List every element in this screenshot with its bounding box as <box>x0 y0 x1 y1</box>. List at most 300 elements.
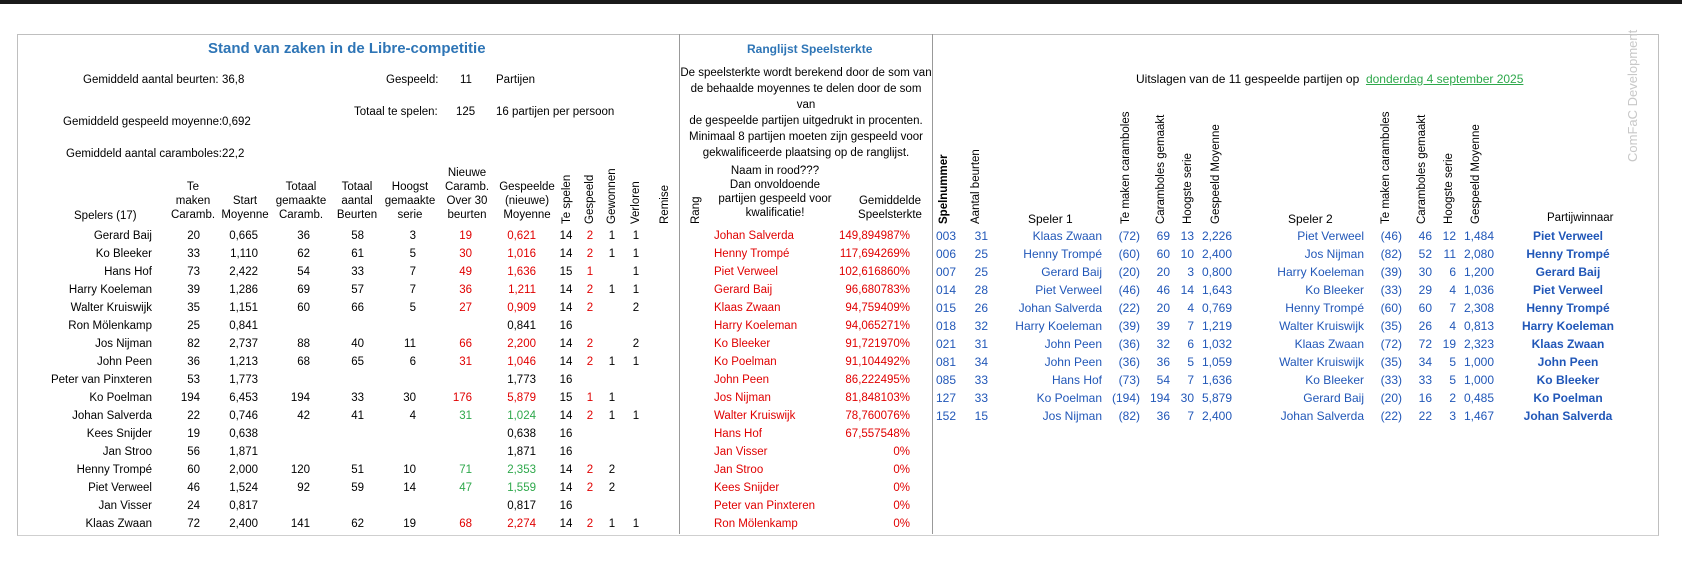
player1-series: 4 <box>1187 301 1194 315</box>
player2-moyenne: 0,813 <box>1464 319 1495 333</box>
new-caramb-value: 68 <box>459 518 472 530</box>
player1-made: 54 <box>1156 373 1170 387</box>
ranking-row <box>680 317 932 335</box>
window-top-bar <box>0 0 1682 4</box>
player2-series: 4 <box>1449 283 1456 297</box>
player1-made: 36 <box>1156 409 1170 423</box>
ranking-strength: 91,721970% <box>845 338 910 350</box>
header-rank: Rang <box>690 196 702 224</box>
player2-made: 30 <box>1418 265 1432 279</box>
header-p1-made: Caramboles gemaakt <box>1155 114 1167 224</box>
player1-series: 7 <box>1187 409 1194 423</box>
game-turns: 25 <box>974 247 988 261</box>
ranking-strength: 0% <box>893 482 910 494</box>
player2-made: 46 <box>1418 229 1432 243</box>
standings-row <box>0 263 680 281</box>
player-name: Harry Koeleman <box>68 284 152 296</box>
player-name: Walter Kruiswijk <box>70 302 152 314</box>
game-winner: John Peen <box>1537 355 1599 369</box>
lost-value: 1 <box>632 356 640 368</box>
to-play-value: 16 <box>559 374 573 386</box>
game-turns: 25 <box>974 265 988 279</box>
ranking-name: Jan Visser <box>714 446 768 458</box>
player1-moyenne: 1,032 <box>1202 337 1233 351</box>
player-name: Gerard Baij <box>93 230 152 242</box>
player1-series: 30 <box>1180 391 1194 405</box>
to-play-value: 14 <box>559 518 573 530</box>
ranking-name: Henny Trompé <box>714 248 790 260</box>
to-play-value: 14 <box>559 482 573 494</box>
game-winner: Ko Bleeker <box>1536 373 1600 387</box>
to-play-value: 16 <box>559 320 573 332</box>
player2-series: 6 <box>1449 265 1456 279</box>
game-number: 014 <box>936 283 957 297</box>
result-row <box>932 335 1632 353</box>
header-draw: Remise <box>659 185 671 224</box>
player2-series: 12 <box>1442 229 1456 243</box>
total-made-value: 194 <box>290 392 310 404</box>
ranking-row <box>680 299 932 317</box>
played-value: 2 <box>586 410 594 422</box>
header-players: Spelers (17) <box>74 210 137 222</box>
player-name: Piet Verweel <box>88 482 152 494</box>
played-moyenne-value: 1,636 <box>507 266 536 278</box>
header-game-no: Spelnummer <box>938 154 950 224</box>
ranking-name: Hans Hof <box>714 428 762 440</box>
ranking-strength: 81,848103% <box>845 392 910 404</box>
total-turns-value: 41 <box>351 410 364 422</box>
ranking-strength: 149,894987% <box>839 230 910 242</box>
played-moyenne-value: 1,046 <box>507 356 536 368</box>
ranking-name: Piet Verweel <box>714 266 778 278</box>
header-player2: Speler 2 <box>1288 212 1333 226</box>
player2-to-make: (33) <box>1380 373 1402 387</box>
player-name: Jan Visser <box>98 500 152 512</box>
game-turns: 15 <box>974 409 988 423</box>
result-row <box>932 407 1632 425</box>
played-value: 2 <box>586 464 594 476</box>
standings-row <box>0 425 680 443</box>
standings-row <box>0 407 680 425</box>
start-moyenne-value: 1,151 <box>229 302 258 314</box>
total-made-value: 141 <box>290 518 310 530</box>
player2-series: 2 <box>1449 391 1456 405</box>
won-value: 1 <box>608 518 616 530</box>
player1-to-make: (60) <box>1118 247 1140 261</box>
player2-to-make: (22) <box>1380 409 1402 423</box>
ranking-name: Ko Poelman <box>714 356 777 368</box>
played-moyenne-value: 2,353 <box>507 464 536 476</box>
player2-series: 7 <box>1449 301 1456 315</box>
standings-row <box>0 389 680 407</box>
total-label: Totaal te spelen: <box>354 106 438 118</box>
player2-name: Gerard Baij <box>1303 391 1364 405</box>
start-moyenne-value: 1,773 <box>229 374 258 386</box>
player-name: John Peen <box>97 356 152 368</box>
game-number: 152 <box>936 409 957 423</box>
player1-to-make: (20) <box>1118 265 1140 279</box>
won-value: 1 <box>608 230 616 242</box>
played-moyenne-value: 1,773 <box>507 374 536 386</box>
ranking-strength: 94,759409% <box>845 302 910 314</box>
won-value: 2 <box>608 464 616 476</box>
header-p2-to-make: Te maken caramboles <box>1380 111 1392 224</box>
played-moyenne-value: 5,879 <box>507 392 536 404</box>
player2-made: 33 <box>1418 373 1432 387</box>
to-play-value: 14 <box>559 248 573 260</box>
ranking-strength: 91,104492% <box>845 356 910 368</box>
ranking-name: Harry Koeleman <box>714 320 798 332</box>
standings-row <box>0 335 680 353</box>
player-name: Jan Stroo <box>102 446 152 458</box>
to-play-value: 15 <box>559 266 573 278</box>
new-caramb-value: 19 <box>459 230 472 242</box>
player1-name: Harry Koeleman <box>1015 319 1102 333</box>
won-value: 1 <box>608 248 616 260</box>
game-winner: Henny Trompé <box>1526 301 1610 315</box>
result-row <box>932 299 1632 317</box>
game-number: 003 <box>936 229 957 243</box>
ranking-name: Jos Nijman <box>714 392 771 404</box>
header-turns: Aantal beurten <box>970 149 982 224</box>
game-winner: Klaas Zwaan <box>1531 337 1605 351</box>
to-play-value: 16 <box>559 446 573 458</box>
player2-to-make: (35) <box>1380 319 1402 333</box>
player1-name: Henny Trompé <box>1023 247 1102 261</box>
game-turns: 33 <box>974 391 988 405</box>
start-moyenne-value: 1,286 <box>229 284 258 296</box>
player2-made: 52 <box>1418 247 1432 261</box>
ranking-description: De speelsterkte wordt berekend door de som van de behaalde moyennes te delen door de som van de gespeelde partijen uitgedrukt in procenten. Minimaal 8 partijen moeten zijn gespeeld voor gekwalificeerde plaatsing op de ranglijst. <box>680 67 932 159</box>
ranking-strength: 102,616860% <box>839 266 910 278</box>
header-start-moyenne: Start Moyenne <box>221 195 269 221</box>
highest-series-value: 5 <box>409 248 416 260</box>
player2-to-make: (20) <box>1380 391 1402 405</box>
player1-moyenne: 2,226 <box>1202 229 1233 243</box>
played-value: 2 <box>586 302 594 314</box>
ranking-row <box>680 425 932 443</box>
standings-row <box>0 281 680 299</box>
player2-moyenne: 1,000 <box>1464 355 1495 369</box>
ranking-strength: 78,760076% <box>845 410 910 422</box>
standings-row <box>0 371 680 389</box>
won-value: 1 <box>608 284 616 296</box>
highest-series-value: 19 <box>403 518 416 530</box>
game-turns: 31 <box>974 337 988 351</box>
ranking-name: Jan Stroo <box>714 464 764 476</box>
player2-series: 3 <box>1449 409 1456 423</box>
played-moyenne-value: 0,841 <box>507 320 536 332</box>
ranking-row <box>680 371 932 389</box>
player-name: Hans Hof <box>104 266 152 278</box>
standings-row <box>0 317 680 335</box>
to-make-value: 60 <box>187 464 200 476</box>
header-total-made: Totaal gemaakte Caramb. <box>275 181 327 221</box>
player2-moyenne: 2,080 <box>1464 247 1495 261</box>
avg-caramboles-label: Gemiddeld aantal caramboles: <box>66 148 222 160</box>
to-play-value: 14 <box>559 302 573 314</box>
new-caramb-value: 49 <box>459 266 472 278</box>
start-moyenne-value: 0,746 <box>229 410 258 422</box>
played-value: 2 <box>586 356 594 368</box>
player2-to-make: (72) <box>1380 337 1402 351</box>
ranking-row <box>680 263 932 281</box>
to-play-value: 14 <box>559 338 573 350</box>
lost-value: 1 <box>632 518 640 530</box>
player-name: Ron Mölenkamp <box>68 320 152 332</box>
player2-name: Piet Verweel <box>1297 229 1364 243</box>
header-p1-series: Hoogste serie <box>1182 153 1194 224</box>
total-made-value: 68 <box>297 356 310 368</box>
to-make-value: 25 <box>187 320 200 332</box>
player1-moyenne: 2,400 <box>1202 247 1233 261</box>
game-winner: Ko Poelman <box>1533 391 1603 405</box>
results-heading: Uitslagen van de 11 gespeelde partijen op donderdag 4 september 2025 <box>1136 72 1524 86</box>
player2-series: 11 <box>1443 247 1456 261</box>
ranking-row <box>680 479 932 497</box>
played-value: 2 <box>586 284 594 296</box>
ranking-row <box>680 443 932 461</box>
game-number: 007 <box>936 265 957 279</box>
to-play-value: 14 <box>559 284 573 296</box>
header-ranking-name: Naam in rood??? Dan onvoldoende partijen gespeeld voor kwalificatie! <box>718 165 832 219</box>
to-play-value: 14 <box>559 464 573 476</box>
header-to-make: Te maken Caramb. <box>170 181 216 221</box>
ranking-row <box>680 245 932 263</box>
to-make-value: 56 <box>187 446 200 458</box>
header-p2-series: Hoogste serie <box>1443 153 1455 224</box>
game-winner: Harry Koeleman <box>1521 319 1615 333</box>
player2-series: 5 <box>1449 355 1456 369</box>
header-p1-to-make: Te maken caramboles <box>1120 111 1132 224</box>
player2-moyenne: 1,000 <box>1464 373 1495 387</box>
player2-made: 72 <box>1418 337 1432 351</box>
player2-name: Klaas Zwaan <box>1294 337 1364 351</box>
new-caramb-value: 31 <box>459 356 472 368</box>
highest-series-value: 30 <box>403 392 416 404</box>
played-moyenne-value: 1,211 <box>508 284 536 296</box>
player2-name: Ko Bleeker <box>1305 283 1364 297</box>
game-number: 021 <box>936 337 957 351</box>
lost-value: 1 <box>632 284 640 296</box>
player1-made: 32 <box>1156 337 1170 351</box>
game-turns: 28 <box>974 283 988 297</box>
total-made-value: 88 <box>297 338 310 350</box>
ranking-name: Ron Mölenkamp <box>714 518 798 530</box>
played-moyenne-value: 1,559 <box>507 482 536 494</box>
total-unit: 16 partijen per persoon <box>496 106 615 118</box>
player1-made: 69 <box>1156 229 1170 243</box>
header-p2-moyenne: Gespeeld Moyenne <box>1470 124 1482 224</box>
played-value: 1 <box>586 392 594 404</box>
player1-to-make: (36) <box>1118 337 1140 351</box>
player1-name: Klaas Zwaan <box>1032 229 1102 243</box>
to-play-value: 15 <box>559 392 573 404</box>
played-moyenne-value: 0,817 <box>507 500 536 512</box>
ranking-title: Ranglijst Speelsterkte <box>747 42 873 56</box>
total-turns-value: 65 <box>351 356 364 368</box>
player2-moyenne: 2,308 <box>1464 301 1495 315</box>
standings-row <box>0 299 680 317</box>
total-turns-value: 51 <box>351 464 364 476</box>
game-turns: 33 <box>974 373 988 387</box>
ranking-row <box>680 407 932 425</box>
highest-series-value: 7 <box>409 284 416 296</box>
game-winner: Piet Verweel <box>1532 283 1604 297</box>
player1-series: 5 <box>1187 355 1194 369</box>
ranking-row <box>680 335 932 353</box>
highest-series-value: 11 <box>404 338 416 350</box>
to-make-value: 20 <box>187 230 200 242</box>
new-caramb-value: 30 <box>459 248 472 260</box>
played-moyenne-value: 1,024 <box>507 410 536 422</box>
highest-series-value: 5 <box>409 302 416 314</box>
ranking-row <box>680 461 932 479</box>
new-caramb-value: 176 <box>452 392 472 404</box>
player-name: Henny Trompé <box>76 464 152 476</box>
header-strength: Gemiddelde Speelsterkte <box>858 195 922 221</box>
won-value: 1 <box>608 356 616 368</box>
player1-series: 7 <box>1187 319 1194 333</box>
player2-made: 60 <box>1418 301 1432 315</box>
played-unit: Partijen <box>496 74 535 86</box>
played-value: 2 <box>586 230 594 242</box>
header-lost: Verloren <box>630 181 642 224</box>
ranking-name: Klaas Zwaan <box>714 302 781 314</box>
player2-to-make: (39) <box>1380 265 1402 279</box>
page-title: Stand van zaken in de Libre-competitie <box>208 40 486 57</box>
won-value: 1 <box>608 410 616 422</box>
player1-to-make: (72) <box>1118 229 1140 243</box>
player2-to-make: (46) <box>1380 229 1402 243</box>
game-winner: Piet Verweel <box>1532 229 1604 243</box>
results-date-link[interactable]: donderdag 4 september 2025 <box>1365 72 1524 86</box>
total-turns-value: 59 <box>351 482 364 494</box>
start-moyenne-value: 0,665 <box>229 230 258 242</box>
player1-name: Gerard Baij <box>1041 265 1102 279</box>
player1-to-make: (73) <box>1118 373 1140 387</box>
player1-moyenne: 1,636 <box>1202 373 1233 387</box>
played-moyenne-value: 1,871 <box>507 446 536 458</box>
player1-name: Piet Verweel <box>1035 283 1102 297</box>
ranking-row <box>680 515 932 533</box>
player1-name: John Peen <box>1044 355 1102 369</box>
player1-moyenne: 2,400 <box>1202 409 1233 423</box>
ranking-name: Peter van Pinxteren <box>714 500 816 512</box>
ranking-name: Walter Kruiswijk <box>714 410 796 422</box>
result-row <box>932 245 1632 263</box>
played-value: 2 <box>586 248 594 260</box>
player2-made: 26 <box>1418 319 1432 333</box>
ranking-strength: 86,222495% <box>845 374 910 386</box>
player1-moyenne: 5,879 <box>1202 391 1233 405</box>
to-make-value: 22 <box>187 410 200 422</box>
player2-series: 19 <box>1442 337 1456 351</box>
player1-name: John Peen <box>1044 337 1102 351</box>
to-make-value: 53 <box>187 374 200 386</box>
player1-made: 20 <box>1156 301 1170 315</box>
player1-name: Hans Hof <box>1051 373 1102 387</box>
player1-to-make: (22) <box>1118 301 1140 315</box>
standings-row <box>0 479 680 497</box>
player1-series: 6 <box>1187 337 1194 351</box>
new-caramb-value: 27 <box>459 302 472 314</box>
player2-moyenne: 1,200 <box>1464 265 1495 279</box>
player1-name: Ko Poelman <box>1036 391 1102 405</box>
player-name: Peter van Pinxteren <box>50 374 152 386</box>
header-new-caramb: Nieuwe Caramb. Over 30 beurten <box>444 167 490 221</box>
player1-made: 20 <box>1156 265 1170 279</box>
start-moyenne-value: 0,841 <box>229 320 258 332</box>
lost-value: 2 <box>632 302 640 314</box>
header-highest-series: Hoogst gemaakte serie <box>384 181 436 221</box>
total-turns-value: 58 <box>351 230 364 242</box>
player2-to-make: (35) <box>1380 355 1402 369</box>
player1-series: 3 <box>1187 265 1194 279</box>
player2-to-make: (82) <box>1380 247 1402 261</box>
new-caramb-value: 47 <box>459 482 472 494</box>
total-turns-value: 40 <box>351 338 364 350</box>
avg-turns-value: 36,8 <box>222 74 245 86</box>
start-moyenne-value: 2,400 <box>229 518 258 530</box>
won-value: 1 <box>608 392 616 404</box>
result-row <box>932 227 1632 245</box>
player2-moyenne: 1,484 <box>1464 229 1495 243</box>
lost-value: 1 <box>632 230 640 242</box>
highest-series-value: 7 <box>409 266 416 278</box>
player1-made: 194 <box>1149 391 1170 405</box>
total-turns-value: 33 <box>351 392 364 404</box>
highest-series-value: 3 <box>409 230 416 242</box>
player2-name: Ko Bleeker <box>1305 373 1364 387</box>
to-make-value: 73 <box>187 266 200 278</box>
player2-name: Walter Kruiswijk <box>1279 319 1364 333</box>
played-value: 1 <box>586 266 594 278</box>
player1-made: 39 <box>1156 319 1170 333</box>
player2-made: 16 <box>1418 391 1432 405</box>
player2-moyenne: 2,323 <box>1464 337 1495 351</box>
player1-series: 7 <box>1187 373 1194 387</box>
result-row <box>932 389 1632 407</box>
player2-to-make: (33) <box>1380 283 1402 297</box>
highest-series-value: 14 <box>403 482 416 494</box>
player-name: Klaas Zwaan <box>85 518 152 530</box>
player1-to-make: (46) <box>1118 283 1140 297</box>
total-made-value: 120 <box>290 464 310 476</box>
total-turns-value: 57 <box>351 284 364 296</box>
played-moyenne-value: 1,016 <box>507 248 536 260</box>
start-moyenne-value: 0,817 <box>229 500 258 512</box>
player2-moyenne: 1,036 <box>1464 283 1495 297</box>
lost-value: 2 <box>632 338 640 350</box>
lost-value: 1 <box>632 248 640 260</box>
game-turns: 32 <box>974 319 988 333</box>
played-value: 11 <box>460 74 472 86</box>
to-play-value: 16 <box>559 500 573 512</box>
new-caramb-value: 36 <box>459 284 472 296</box>
standings-row <box>0 353 680 371</box>
header-p2-made: Caramboles gemaakt <box>1416 114 1428 224</box>
player1-made: 36 <box>1156 355 1170 369</box>
played-value: 2 <box>586 518 594 530</box>
player-name: Johan Salverda <box>72 410 152 422</box>
to-make-value: 33 <box>187 248 200 260</box>
start-moyenne-value: 1,871 <box>229 446 258 458</box>
game-number: 018 <box>936 319 957 333</box>
ranking-strength: 0% <box>893 464 910 476</box>
to-play-value: 14 <box>559 230 573 242</box>
total-made-value: 92 <box>297 482 310 494</box>
